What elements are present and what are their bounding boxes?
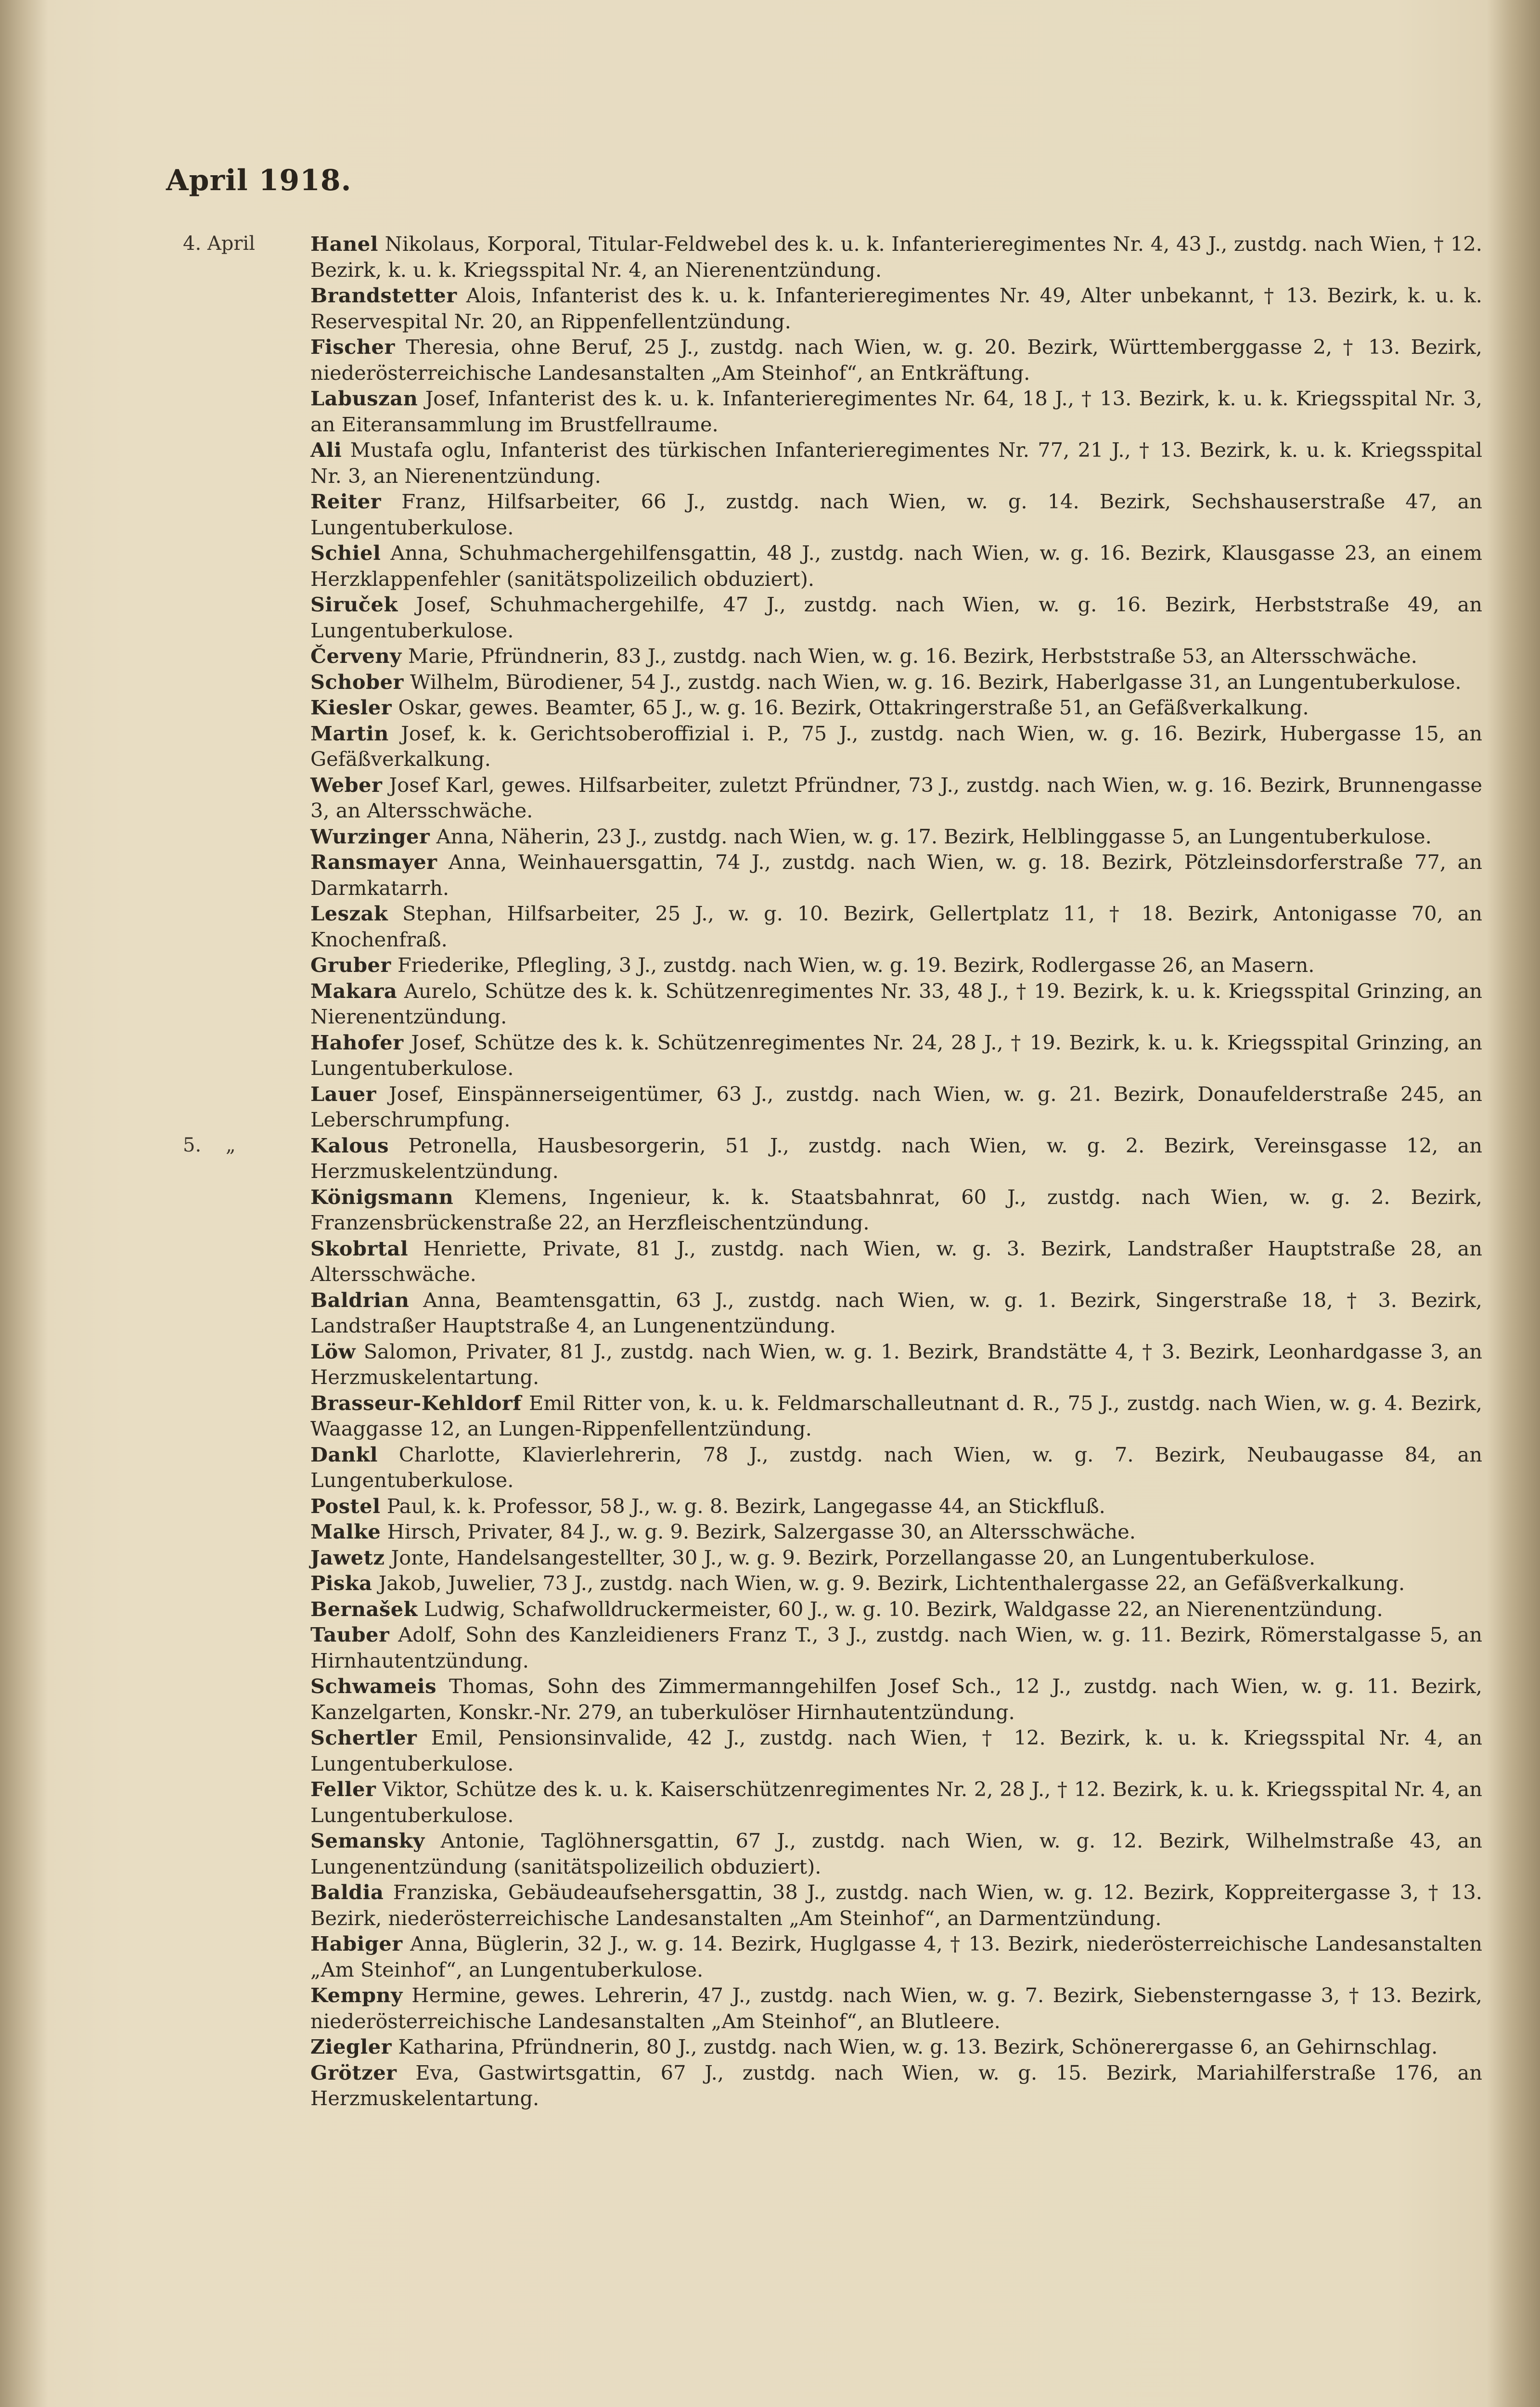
entry-details: Klemens, Ingenieur, k. k. Staatsbahnrat, 60 J., zustdg. nach Wien, w. g. 2. Bezirk, Franzensbrückenstraße 22, an Herzfleischentzündung. — [310, 1185, 1482, 1234]
entry-surname: Löw — [310, 1339, 356, 1363]
entry-details: Emil Ritter von, k. u. k. Feldmarschalleutnant d. R., 75 J., zustdg. nach Wien, w. g. 4. Bezirk, Waaggasse 12, an Lungen-Rippenfellentzündung. — [310, 1391, 1482, 1440]
entry-details: Theresia, ohne Beruf, 25 J., zustdg. nach Wien, w. g. 20. Bezirk, Württemberggasse 2, † 13. Bezirk, niederösterreichische Landesanstalten „Am Steinhof“, an Entkräftung. — [310, 335, 1482, 385]
entry-body — [310, 1879, 1482, 1931]
entry-details: Antonie, Taglöhnersgattin, 67 J., zustdg. nach Wien, w. g. 12. Bezirk, Wilhelmstraße 43, an Lungenentzündung (sanitätspolizeilich obduziert). — [310, 1829, 1482, 1878]
entry-details: Josef, Infanterist des k. u. k. Infanterieregimentes Nr. 64, 18 J., † 13. Bezirk, k. u. k. Kriegsspital Nr. 3, an Eiteransammlung im Brustfellraume. — [310, 387, 1482, 436]
register-entry — [183, 1287, 1482, 1339]
entry-body — [310, 643, 1482, 669]
entry-surname: Siruček — [310, 593, 398, 616]
entry-body — [310, 1828, 1482, 1879]
entry-details: Wilhelm, Bürodiener, 54 J., zustdg. nach Wien, w. g. 16. Bezirk, Haberlgasse 31, an Lungentuberkulose. — [410, 670, 1462, 694]
entry-body — [310, 592, 1482, 643]
entry-date: 5. „ — [183, 1134, 236, 1156]
entry-surname: Bernašek — [310, 1597, 418, 1621]
entry-details: Josef, Einspännerseigentümer, 63 J., zustdg. nach Wien, w. g. 21. Bezirk, Donaufelderstraße 245, an Leberschrumpfung. — [310, 1082, 1482, 1131]
register-entry — [183, 1442, 1482, 1493]
entry-body — [310, 1570, 1482, 1596]
entry-details: Marie, Pfründnerin, 83 J., zustdg. nach Wien, w. g. 16. Bezirk, Herbststraße 53, an Altersschwäche. — [408, 644, 1417, 668]
entry-body — [310, 1287, 1482, 1339]
register-entry — [183, 1184, 1482, 1236]
register-entry — [183, 2034, 1482, 2060]
entry-details: Josef, Schuhmachergehilfe, 47 J., zustdg. nach Wien, w. g. 16. Bezirk, Herbststraße 49, an Lungentuberkulose. — [310, 593, 1482, 642]
entry-body — [310, 1622, 1482, 1673]
entry-body — [310, 386, 1482, 437]
register-entry — [183, 540, 1482, 592]
entry-details: Eva, Gastwirtsgattin, 67 J., zustdg. nach Wien, w. g. 15. Bezirk, Mariahilferstraße 176, an Herzmuskelentartung. — [310, 2060, 1482, 2110]
entry-body — [310, 824, 1482, 850]
register-entry — [183, 334, 1482, 386]
register-entry — [183, 592, 1482, 643]
entry-surname: Postel — [310, 1494, 381, 1518]
entry-surname: Ziegler — [310, 2035, 392, 2058]
entry-surname: Ransmayer — [310, 850, 437, 874]
entry-body — [310, 437, 1482, 489]
entry-body — [310, 1931, 1482, 1982]
register-entry — [183, 1673, 1482, 1725]
entry-surname: Tauber — [310, 1623, 390, 1646]
entry-details: Josef, k. k. Gerichtsoberoffizial i. P., 75 J., zustdg. nach Wien, w. g. 16. Bezirk, Hubergasse 15, an Gefäßverkalkung. — [310, 721, 1482, 771]
register-entry — [183, 952, 1482, 978]
entry-surname: Hahofer — [310, 1030, 404, 1054]
entry-details: Mustafa oglu, Infanterist des türkischen Infanterieregimentes Nr. 77, 21 J., † 13. Bezirk, k. u. k. Kriegsspital Nr. 3, an Nierenentzündung. — [310, 438, 1482, 488]
entry-surname: Schertler — [310, 1726, 417, 1749]
entry-surname: Leszak — [310, 902, 388, 925]
entry-body — [310, 952, 1482, 978]
entry-body — [310, 2060, 1482, 2111]
register-entry — [183, 231, 1482, 283]
entry-details: Oskar, gewes. Beamter, 65 J., w. g. 16. Bezirk, Ottakringerstraße 51, an Gefäßverkalkung. — [398, 696, 1309, 719]
register-entry — [183, 1776, 1482, 1828]
entry-surname: Piska — [310, 1571, 372, 1595]
entry-body — [310, 669, 1482, 695]
entry-surname: Reiter — [310, 490, 382, 513]
register-entry — [183, 721, 1482, 772]
entry-surname: Malke — [310, 1520, 381, 1543]
register-entry — [183, 1725, 1482, 1776]
register-entry — [183, 901, 1482, 952]
register-entry — [183, 1519, 1482, 1545]
entry-surname: Hanel — [310, 232, 378, 256]
entry-details: Jonte, Handelsangestellter, 30 J., w. g. 9. Bezirk, Porzellangasse 20, an Lungentuberkulose. — [391, 1545, 1316, 1569]
entry-details: Anna, Weinhauersgattin, 74 J., zustdg. nach Wien, w. g. 18. Bezirk, Pötzleinsdorferstraße 77, an Darmkatarrh. — [310, 850, 1482, 900]
entry-body — [310, 901, 1482, 952]
register-entry — [183, 1879, 1482, 1931]
entry-body — [310, 1493, 1482, 1519]
entry-details: Alois, Infanterist des k. u. k. Infanterieregimentes Nr. 49, Alter unbekannt, † 13. Bezirk, k. u. k. Reservespital Nr. 20, an Rippenfellentzündung. — [310, 284, 1482, 333]
entry-surname: Grötzer — [310, 2060, 397, 2084]
entry-surname: Labuszan — [310, 387, 418, 410]
entry-details: Salomon, Privater, 81 J., zustdg. nach Wien, w. g. 1. Bezirk, Brandstätte 4, † 3. Bezirk, Leonhardgasse 3, an Herzmuskelentartung. — [310, 1339, 1482, 1389]
entry-details: Katharina, Pfründnerin, 80 J., zustdg. nach Wien, w. g. 13. Bezirk, Schönerergasse 6, an Gehirnschlag. — [398, 2035, 1438, 2058]
entry-body — [310, 695, 1482, 721]
register-entry — [183, 1339, 1482, 1390]
entry-details: Thomas, Sohn des Zimmermanngehilfen Josef Sch., 12 J., zustdg. nach Wien, w. g. 11. Bezirk, Kanzelgarten, Konskr.-Nr. 279, an tuberkulöser Hirnhautentzündung. — [310, 1674, 1482, 1724]
entry-details: Anna, Schuhmachergehilfensgattin, 48 J., zustdg. nach Wien, w. g. 16. Bezirk, Klausgasse 23, an einem Herzklappenfehler (sanitätspolizeilich obduziert). — [310, 541, 1482, 591]
page-right-shadow — [1487, 0, 1540, 2407]
register-entry — [183, 1390, 1482, 1442]
register-entry — [183, 1570, 1482, 1596]
entry-details: Hermine, gewes. Lehrerin, 47 J., zustdg. nach Wien, w. g. 7. Bezirk, Siebensterngasse 3, † 13. Bezirk, niederösterreichische Landesanstalten „Am Steinhof“, an Blutleere. — [310, 1983, 1482, 2033]
register-entry — [183, 2060, 1482, 2111]
entry-details: Ludwig, Schafwolldruckermeister, 60 J., w. g. 10. Bezirk, Waldgasse 22, an Nierenentzündung. — [424, 1597, 1383, 1621]
entry-body — [310, 721, 1482, 772]
entry-details: Adolf, Sohn des Kanzleidieners Franz T., 3 J., zustdg. nach Wien, w. g. 11. Bezirk, Römerstalgasse 5, an Hirnhautentzündung. — [310, 1623, 1483, 1672]
entry-details: Josef Karl, gewes. Hilfsarbeiter, zuletzt Pfründner, 73 J., zustdg. nach Wien, w. g. 16. Bezirk, Brunnengasse 3, an Altersschwäche. — [310, 773, 1482, 822]
entry-body — [310, 978, 1482, 1030]
register-entry — [183, 695, 1482, 721]
entry-body — [310, 1725, 1482, 1776]
register-entry — [183, 1622, 1482, 1673]
register-entry — [183, 283, 1482, 334]
entry-body — [310, 1673, 1482, 1725]
register-entry — [183, 643, 1482, 669]
register-entry — [183, 489, 1482, 540]
register-entry — [183, 1030, 1482, 1081]
register-entry — [183, 669, 1482, 695]
entry-details: Friederike, Pflegling, 3 J., zustdg. nach Wien, w. g. 19. Bezirk, Rodlergasse 26, an Masern. — [397, 953, 1315, 977]
entry-body — [310, 540, 1482, 592]
register-entry — [183, 1828, 1482, 1879]
entry-body — [310, 1442, 1482, 1493]
entry-body — [310, 1339, 1482, 1390]
entry-details: Paul, k. k. Professor, 58 J., w. g. 8. Bezirk, Langegasse 44, an Stickfluß. — [386, 1494, 1105, 1518]
entry-surname: Königsmann — [310, 1185, 454, 1209]
register-entry — [183, 1133, 1482, 1184]
entry-body — [310, 1519, 1482, 1545]
entry-surname: Semansky — [310, 1829, 425, 1852]
entry-surname: Habiger — [310, 1932, 403, 1955]
entry-details: Viktor, Schütze des k. u. k. Kaiserschützenregimentes Nr. 2, 28 J., † 12. Bezirk, k. u. k. Kriegsspital Nr. 4, an Lungentuberkulose. — [310, 1777, 1482, 1827]
register-entry — [183, 772, 1482, 824]
register-entry — [183, 437, 1482, 489]
entry-details: Anna, Näherin, 23 J., zustdg. nach Wien, w. g. 17. Bezirk, Helblinggasse 5, an Lungentuberkulose. — [436, 824, 1432, 848]
entry-surname: Jawetz — [310, 1545, 385, 1569]
entry-details: Josef, Schütze des k. k. Schützenregimentes Nr. 24, 28 J., † 19. Bezirk, k. u. k. Kriegsspital Grinzing, an Lungentuberkulose. — [310, 1030, 1482, 1080]
entry-surname: Baldrian — [310, 1288, 410, 1312]
entry-surname: Makara — [310, 979, 398, 1003]
entry-details: Jakob, Juwelier, 73 J., zustdg. nach Wien, w. g. 9. Bezirk, Lichtenthalergasse 22, an Gefäßverkalkung. — [378, 1571, 1405, 1595]
entry-surname: Feller — [310, 1777, 376, 1801]
entry-body — [310, 231, 1482, 283]
entry-date: 4. April — [183, 233, 256, 255]
entry-surname: Schwameis — [310, 1674, 436, 1698]
entry-body — [310, 1776, 1482, 1828]
entry-details: Stephan, Hilfsarbeiter, 25 J., w. g. 10. Bezirk, Gellertplatz 11, † 18. Bezirk, Antonigasse 70, an Knochenfraß. — [310, 902, 1482, 951]
register-entry — [183, 824, 1482, 850]
entry-surname: Kalous — [310, 1133, 389, 1157]
entry-body — [310, 283, 1482, 334]
entry-body — [310, 1133, 1482, 1184]
register-entry — [183, 1081, 1482, 1133]
register-entry — [183, 849, 1482, 901]
entry-body — [310, 1081, 1482, 1133]
entry-surname: Brasseur-Kehldorf — [310, 1391, 522, 1415]
entry-surname: Červeny — [310, 644, 402, 668]
entry-surname: Lauer — [310, 1082, 377, 1106]
entry-details: Emil, Pensionsinvalide, 42 J., zustdg. nach Wien, † 12. Bezirk, k. u. k. Kriegsspital Nr. 4, an Lungentuberkulose. — [310, 1726, 1482, 1775]
entry-details: Aurelo, Schütze des k. k. Schützenregimentes Nr. 33, 48 J., † 19. Bezirk, k. u. k. Kriegsspital Grinzing, an Nierenentzündung. — [310, 979, 1482, 1028]
entry-details: Franz, Hilfsarbeiter, 66 J., zustdg. nach Wien, w. g. 14. Bezirk, Sechshauserstraße 47, an Lungentuberkulose. — [310, 490, 1482, 539]
page-left-shadow — [0, 0, 48, 2407]
entry-surname: Ali — [310, 438, 342, 462]
entry-details: Charlotte, Klavierlehrerin, 78 J., zustdg. nach Wien, w. g. 7. Bezirk, Neubaugasse 84, an Lungentuberkulose. — [310, 1442, 1482, 1492]
register-entry — [183, 1236, 1482, 1287]
entry-details: Anna, Beamtensgattin, 63 J., zustdg. nach Wien, w. g. 1. Bezirk, Singerstraße 18, † 3. Bezirk, Landstraßer Hauptstraße 4, an Lungenentzündung. — [310, 1288, 1482, 1337]
register-entry — [183, 978, 1482, 1030]
entry-surname: Martin — [310, 721, 389, 745]
entry-surname: Brandstetter — [310, 284, 457, 307]
page-header: April 1918. — [166, 164, 352, 197]
entry-surname: Gruber — [310, 953, 391, 977]
entry-details: Petronella, Hausbesorgerin, 51 J., zustdg. nach Wien, w. g. 2. Bezirk, Vereinsgasse 12, an Herzmuskelentzündung. — [310, 1133, 1482, 1183]
entry-body — [310, 2034, 1482, 2060]
register-entry — [183, 1931, 1482, 1982]
entry-surname: Dankl — [310, 1442, 378, 1466]
entry-surname: Baldia — [310, 1880, 384, 1904]
register-entry — [183, 1982, 1482, 2034]
entry-surname: Fischer — [310, 335, 395, 359]
entry-body — [310, 1030, 1482, 1081]
entry-surname: Schiel — [310, 541, 381, 565]
entry-surname: Weber — [310, 773, 383, 797]
entry-details: Nikolaus, Korporal, Titular-Feldwebel des k. u. k. Infanterieregimentes Nr. 4, 43 J., zustdg. nach Wien, † 12. Bezirk, k. u. k. Kriegsspital Nr. 4, an Nierenentzündung. — [310, 232, 1482, 282]
entry-body — [310, 849, 1482, 901]
entry-surname: Kempny — [310, 1983, 403, 2007]
entry-surname: Wurzinger — [310, 824, 430, 848]
register-entry — [183, 1596, 1482, 1622]
entry-body — [310, 772, 1482, 824]
register-entry — [183, 1545, 1482, 1571]
entry-body — [310, 1184, 1482, 1236]
entry-body — [310, 1390, 1482, 1442]
entry-body — [310, 1596, 1482, 1622]
entry-details: Hirsch, Privater, 84 J., w. g. 9. Bezirk, Salzergasse 30, an Altersschwäche. — [387, 1520, 1136, 1543]
register-entry — [183, 386, 1482, 437]
entry-surname: Skobrtal — [310, 1236, 409, 1260]
entry-body — [310, 1982, 1482, 2034]
entry-body — [310, 489, 1482, 540]
entry-details: Henriette, Private, 81 J., zustdg. nach Wien, w. g. 3. Bezirk, Landstraßer Hauptstraße 28, an Altersschwäche. — [310, 1236, 1482, 1286]
death-register-list — [183, 231, 1482, 2111]
entry-body — [310, 1545, 1482, 1571]
entry-surname: Kiesler — [310, 696, 392, 719]
entry-surname: Schober — [310, 670, 404, 694]
entry-body — [310, 1236, 1482, 1287]
entry-body — [310, 334, 1482, 386]
register-entry — [183, 1493, 1482, 1519]
entry-details: Franziska, Gebäudeaufsehersgattin, 38 J., zustdg. nach Wien, w. g. 12. Bezirk, Koppreitergasse 3, † 13. Bezirk, niederösterreichische Landesanstalten „Am Steinhof“, an Darmentzündung. — [310, 1880, 1482, 1930]
entry-details: Anna, Büglerin, 32 J., w. g. 14. Bezirk, Huglgasse 4, † 13. Bezirk, niederösterreichische Landesanstalten „Am Steinhof“, an Lungentuberkulose. — [310, 1932, 1482, 1981]
